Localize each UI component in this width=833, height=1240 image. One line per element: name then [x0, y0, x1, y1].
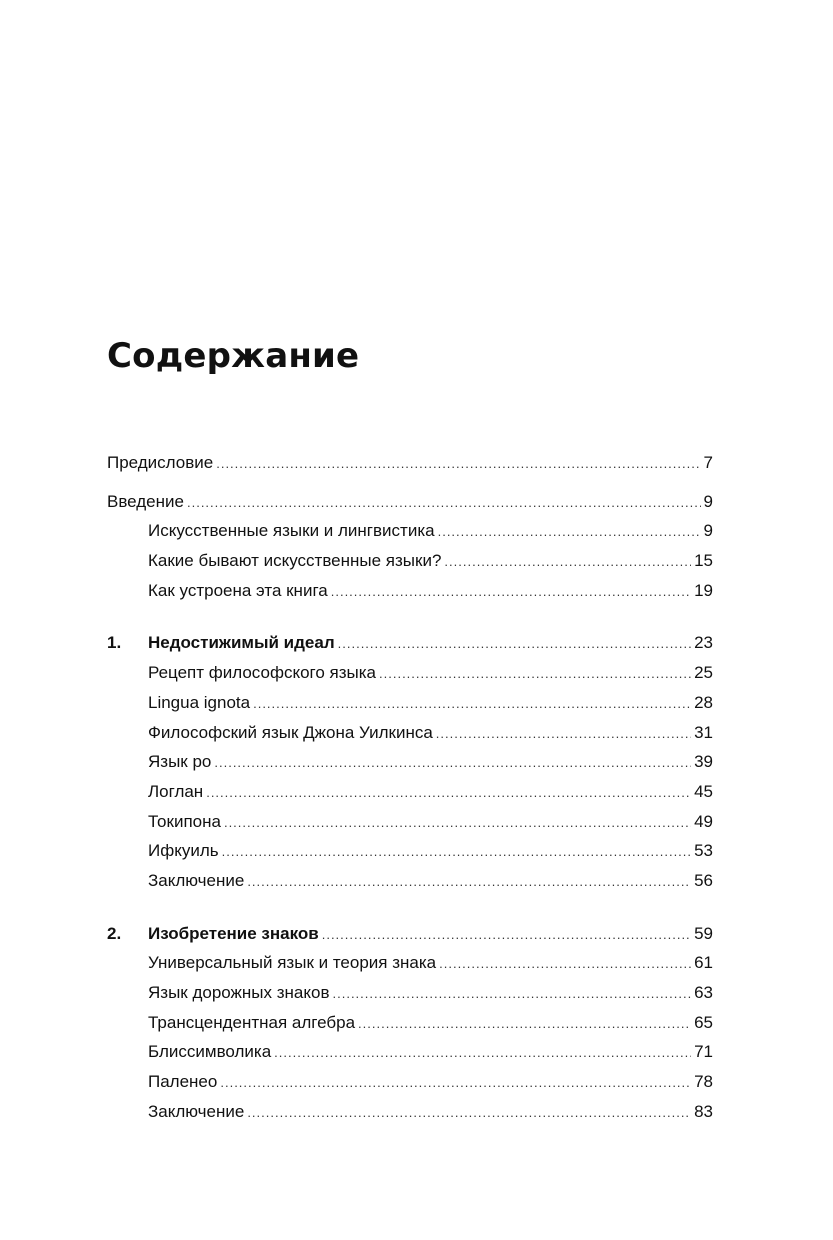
- toc-label: Паленео: [148, 1072, 218, 1092]
- toc-label: Трансцендентная алгебра: [148, 1012, 356, 1032]
- dot-leader: [331, 577, 691, 607]
- toc-label: Рецепт философского языка: [148, 663, 377, 683]
- toc-entry[interactable]: [107, 1067, 713, 1097]
- toc-label: Искусственные языки и лингвистика: [148, 521, 435, 541]
- chapter-number: 1.: [107, 633, 122, 653]
- toc-label: Предисловие: [107, 453, 214, 472]
- toc-entry[interactable]: [107, 978, 713, 1008]
- chapter-number: 2.: [107, 923, 122, 943]
- dot-leader: [253, 689, 691, 719]
- toc-label: Какие бывают искусственные языки?: [148, 551, 442, 571]
- toc-entry[interactable]: [107, 948, 713, 978]
- toc-entry[interactable]: [107, 546, 713, 576]
- toc-page-number: 23: [694, 633, 713, 653]
- page-title: Содержание: [107, 336, 360, 376]
- toc-label: Ифкуиль: [148, 841, 219, 861]
- toc-page-number: 63: [694, 983, 713, 1002]
- toc-label: Универсальный язык и теория знака: [148, 953, 437, 973]
- toc-entry-preface[interactable]: [107, 448, 713, 478]
- dot-leader: [338, 629, 691, 659]
- toc-entry-intro[interactable]: [107, 487, 713, 517]
- toc-label: Заключение: [148, 870, 245, 890]
- toc-page-number: 61: [694, 953, 713, 973]
- toc-entry[interactable]: [107, 576, 713, 606]
- toc-page-number: 31: [694, 722, 713, 742]
- toc-chapter-1[interactable]: [107, 628, 713, 658]
- toc-page-number: 65: [694, 1012, 713, 1032]
- toc-entry[interactable]: [107, 777, 713, 807]
- dot-leader: [214, 748, 691, 778]
- toc-page-number: 25: [694, 663, 713, 683]
- chapter-title: Недостижимый идеал: [148, 633, 335, 653]
- dot-leader: [436, 719, 691, 749]
- toc-page-number: 19: [694, 580, 713, 600]
- toc-label: Язык ро: [148, 752, 212, 772]
- dot-leader: [247, 867, 691, 897]
- toc-entry[interactable]: [107, 516, 713, 546]
- toc-label: Заключение: [148, 1101, 245, 1121]
- toc-page-number: 78: [694, 1072, 713, 1092]
- toc-entry[interactable]: [107, 658, 713, 688]
- toc-page-number: 83: [694, 1101, 713, 1121]
- dot-leader: [439, 949, 691, 979]
- toc-page-number: 53: [694, 841, 713, 861]
- dot-leader: [322, 920, 691, 950]
- toc-entry[interactable]: [107, 747, 713, 777]
- dot-leader: [222, 837, 691, 867]
- dot-leader: [187, 488, 701, 518]
- dot-leader: [438, 517, 701, 547]
- toc-entry[interactable]: [107, 866, 713, 896]
- toc-entry[interactable]: [107, 1037, 713, 1067]
- toc-page-number: 15: [694, 551, 713, 571]
- toc-label: Философский язык Джона Уилкинса: [148, 722, 433, 742]
- chapter-title: Изобретение знаков: [148, 923, 319, 943]
- toc-label: Блиссимволика: [148, 1042, 272, 1062]
- dot-leader: [358, 1009, 691, 1039]
- toc-label: Логлан: [148, 781, 204, 801]
- dot-leader: [247, 1098, 691, 1128]
- dot-leader: [206, 778, 691, 808]
- toc-page-number: 9: [703, 521, 713, 541]
- toc-entry[interactable]: [107, 1008, 713, 1038]
- toc-page-number: 7: [703, 453, 713, 472]
- toc-label: Lingua ignota: [148, 692, 251, 712]
- toc-page-number: 45: [694, 781, 713, 801]
- toc-page-number: 59: [694, 923, 713, 943]
- toc-entry[interactable]: [107, 718, 713, 748]
- toc-page-number: 9: [703, 491, 713, 511]
- toc-entry[interactable]: [107, 807, 713, 837]
- toc-chapter-2[interactable]: [107, 919, 713, 949]
- dot-leader: [379, 659, 691, 689]
- toc-label: Как устроена эта книга: [148, 580, 328, 600]
- toc-entry[interactable]: [107, 1097, 713, 1127]
- table-of-contents: [107, 448, 713, 1126]
- dot-leader: [274, 1038, 691, 1068]
- dot-leader: [444, 547, 691, 577]
- toc-page-number: 56: [694, 870, 713, 890]
- toc-entry[interactable]: [107, 688, 713, 718]
- toc-page-number: 71: [694, 1042, 713, 1062]
- toc-label: Введение: [107, 491, 184, 511]
- toc-page-number: 49: [694, 811, 713, 831]
- dot-leader: [333, 979, 692, 1009]
- toc-page-number: 28: [694, 692, 713, 712]
- dot-leader: [224, 808, 691, 838]
- toc-label: Язык дорожных знаков: [148, 983, 330, 1002]
- toc-page-number: 39: [694, 752, 713, 772]
- toc-label: Токипона: [148, 811, 221, 831]
- dot-leader: [220, 1068, 691, 1098]
- dot-leader: [216, 449, 700, 479]
- toc-entry[interactable]: [107, 836, 713, 866]
